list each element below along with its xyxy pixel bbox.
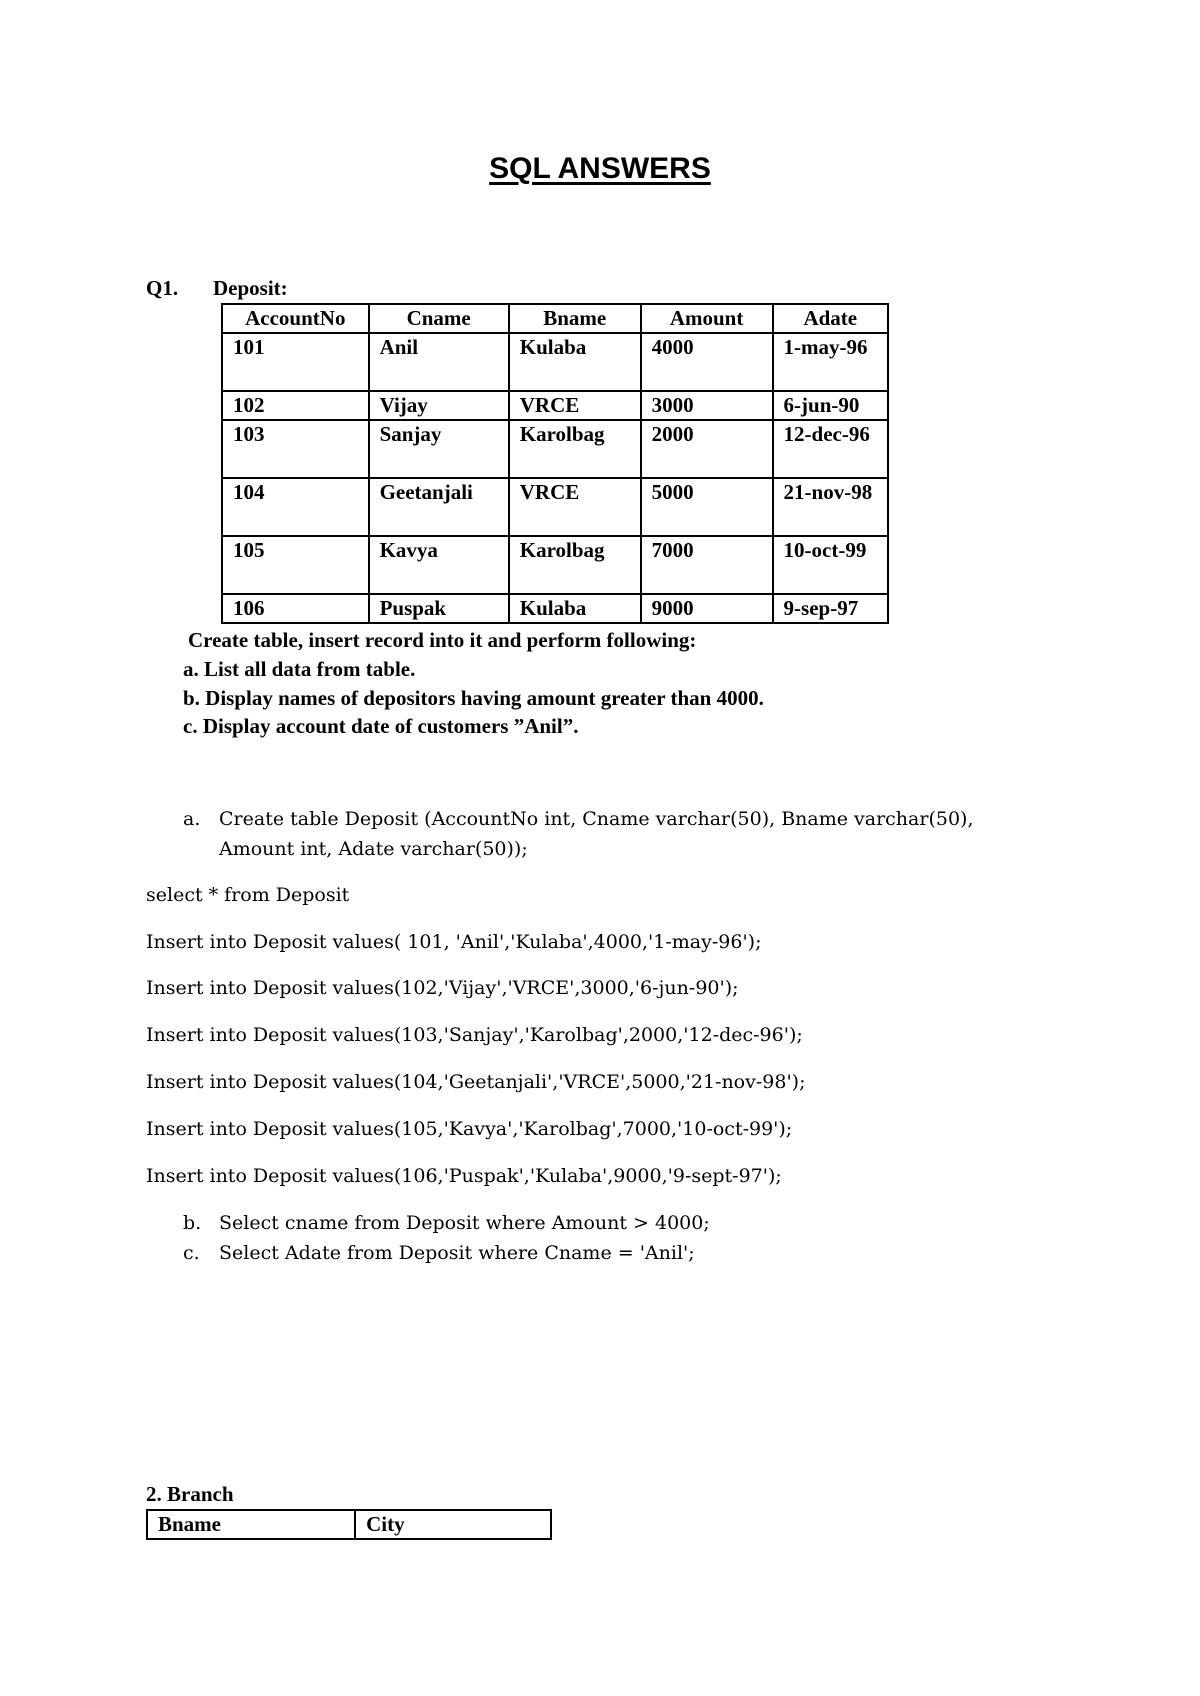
table-cell: 2000 [641, 420, 773, 478]
table-cell: 12-dec-96 [773, 420, 888, 478]
table-cell: 9-sep-97 [773, 594, 888, 623]
table-row [222, 536, 888, 594]
table-cell: Kulaba [509, 594, 641, 623]
column-header: Bname [509, 304, 641, 333]
column-header: Cname [369, 304, 509, 333]
table-cell: Karolbag [509, 420, 641, 478]
table-cell: VRCE [509, 391, 641, 420]
answer-a-line-2: Amount int, Adate varchar(50)); [219, 838, 528, 860]
table-cell: Anil [369, 333, 509, 391]
table-cell: VRCE [509, 478, 641, 536]
page-title: SQL ANSWERS [489, 152, 711, 185]
table-cell: 104 [222, 478, 369, 536]
table-cell: Kulaba [509, 333, 641, 391]
insert-statement: Insert into Deposit values( 101, 'Anil','Kulaba',4000,'1-may-96'); [146, 931, 762, 953]
table-cell: 3000 [641, 391, 773, 420]
table-cell: 10-oct-99 [773, 536, 888, 594]
table-row [222, 594, 888, 623]
answer-c-statement: Select Adate from Deposit where Cname = 'Anil'; [219, 1242, 695, 1264]
table-name: Deposit: [213, 276, 288, 300]
table-cell: Karolbag [509, 536, 641, 594]
table-row [222, 478, 888, 536]
table-cell: 106 [222, 594, 369, 623]
table-cell: 7000 [641, 536, 773, 594]
table-cell: 1-may-96 [773, 333, 888, 391]
table-cell: Kavya [369, 536, 509, 594]
table-cell: 4000 [641, 333, 773, 391]
question-item-a: a. List all data from table. [183, 657, 416, 681]
question-item-c: c. Display account date of customers ”Anil”. [183, 714, 579, 738]
table-cell: Sanjay [369, 420, 509, 478]
column-header: Adate [773, 304, 888, 333]
answer-b-statement: Select cname from Deposit where Amount > 4000; [219, 1212, 710, 1234]
table-cell: 5000 [641, 478, 773, 536]
table-cell: 21-nov-98 [773, 478, 888, 536]
insert-statement: Insert into Deposit values(105,'Kavya','Karolbag',7000,'10-oct-99'); [146, 1118, 793, 1140]
table-cell: 101 [222, 333, 369, 391]
answer-a-letter: a. [183, 808, 201, 830]
table-cell: Geetanjali [369, 478, 509, 536]
question-item-b: b. Display names of depositors having amount greater than 4000. [183, 686, 764, 710]
insert-statement: Insert into Deposit values(102,'Vijay','VRCE',3000,'6-jun-90'); [146, 977, 739, 999]
table-cell: 9000 [641, 594, 773, 623]
table-row [222, 333, 888, 391]
answer-b-letter: b. [183, 1212, 202, 1234]
table-header-row [222, 304, 888, 333]
insert-statement: Insert into Deposit values(106,'Puspak','Kulaba',9000,'9-sept-97'); [146, 1165, 782, 1187]
insert-statement: Insert into Deposit values(104,'Geetanjali','VRCE',5000,'21-nov-98'); [146, 1071, 806, 1093]
table-cell: Puspak [369, 594, 509, 623]
branch-table [146, 1509, 552, 1540]
answer-c-letter: c. [183, 1242, 200, 1264]
column-header: Amount [641, 304, 773, 333]
question-number: Q1. [146, 276, 179, 300]
answer-a-line-1: Create table Deposit (AccountNo int, Cname varchar(50), Bname varchar(50), [219, 808, 974, 830]
column-header: City [355, 1510, 551, 1539]
column-header: Bname [147, 1510, 355, 1539]
deposit-table [221, 303, 889, 624]
table-cell: 102 [222, 391, 369, 420]
table-header-row [147, 1510, 551, 1539]
column-header: AccountNo [222, 304, 369, 333]
branch-section-title: 2. Branch [146, 1482, 234, 1506]
table-cell: Vijay [369, 391, 509, 420]
table-cell: 103 [222, 420, 369, 478]
table-cell: 6-jun-90 [773, 391, 888, 420]
instruction-text: Create table, insert record into it and perform following: [188, 628, 697, 652]
table-cell: 105 [222, 536, 369, 594]
table-row [222, 420, 888, 478]
table-row [222, 391, 888, 420]
insert-statement: Insert into Deposit values(103,'Sanjay','Karolbag',2000,'12-dec-96'); [146, 1024, 803, 1046]
select-all-statement: select * from Deposit [146, 884, 350, 906]
